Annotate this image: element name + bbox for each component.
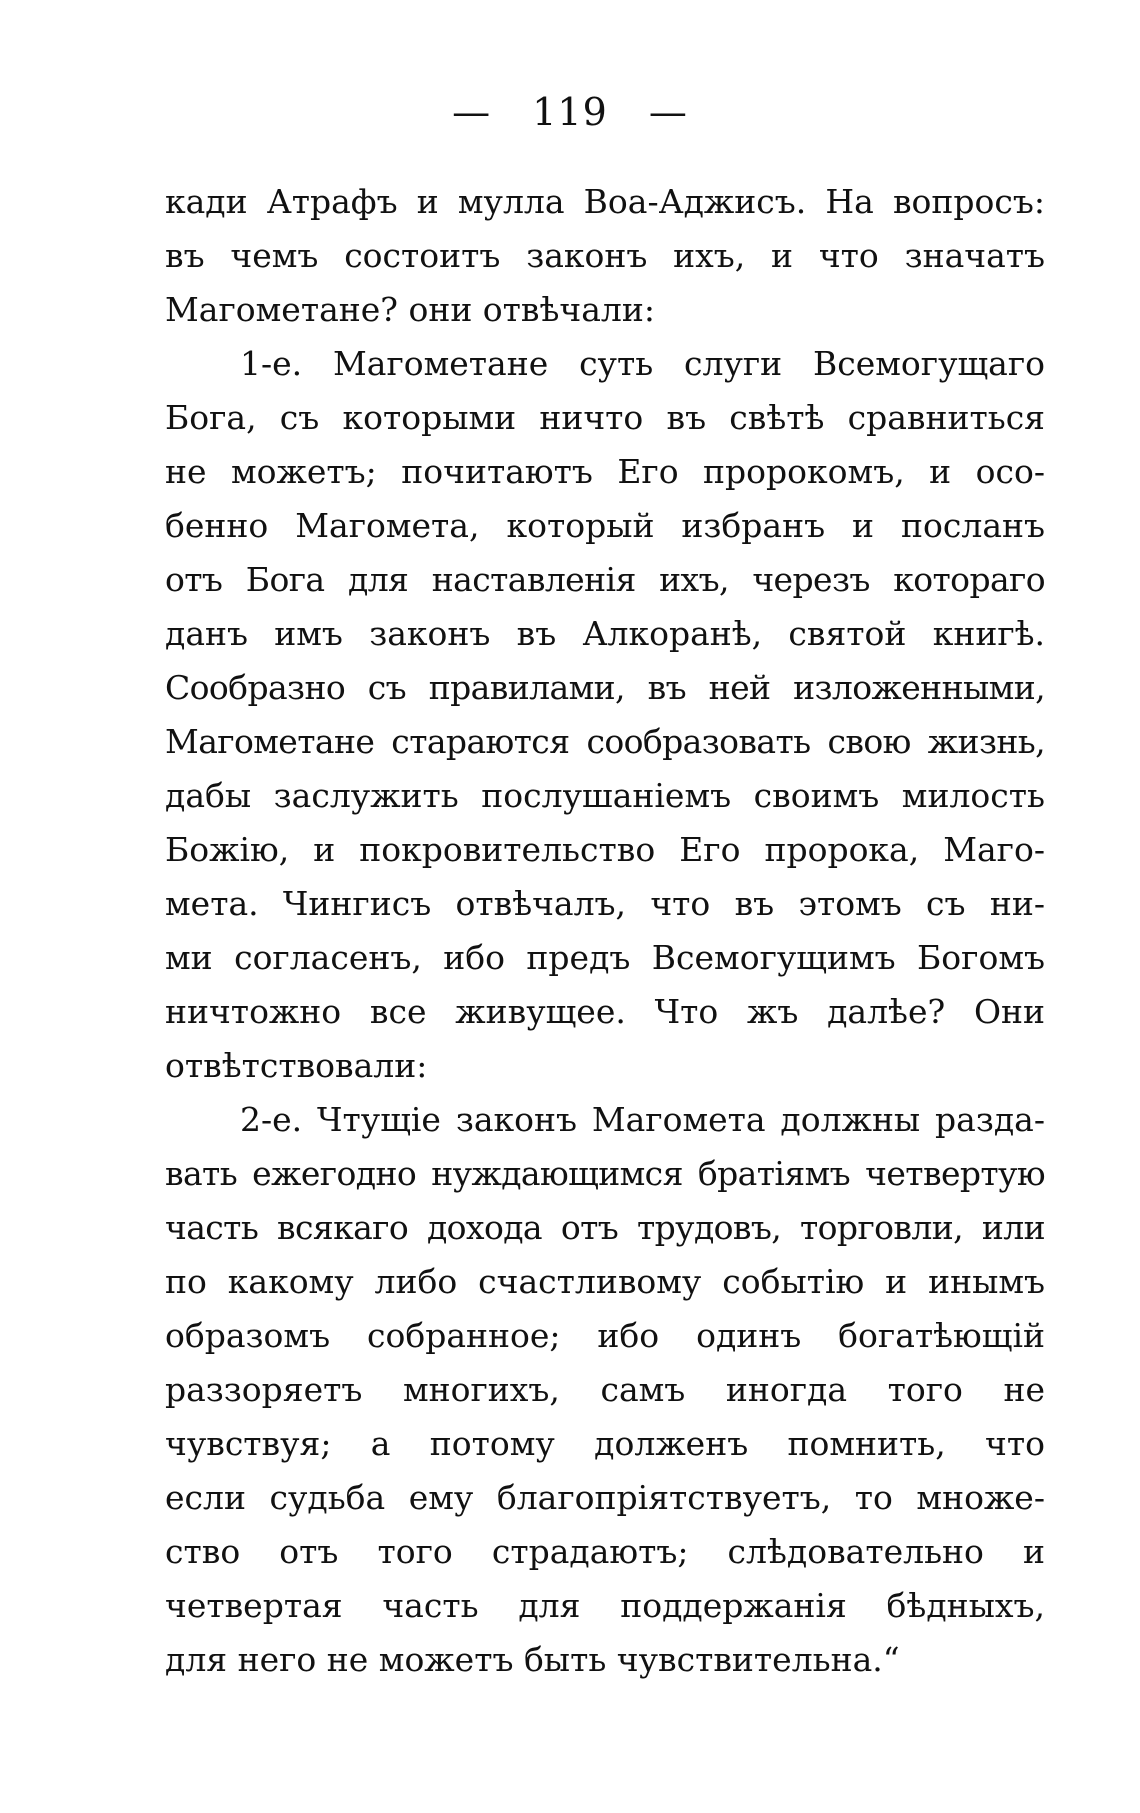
text-line: дабы заслужить послушаніемъ своимъ милость xyxy=(165,776,1045,815)
text-line: отвѣтствовали: xyxy=(165,1046,428,1085)
text-line: мета. Чингисъ отвѣчалъ, что въ этомъ съ ни- xyxy=(165,884,1045,923)
text-line: ничтожно все живущее. Что жъ далѣе? Они xyxy=(165,992,1045,1031)
text-line: образомъ собранное; ибо одинъ богатѣющій xyxy=(165,1316,1045,1355)
text-line: отъ Бога для наставленія ихъ, черезъ котораго xyxy=(165,560,1045,599)
header-dash-left: — xyxy=(452,90,492,134)
text-line: Магометане стараются сообразовать свою жизнь, xyxy=(165,722,1045,761)
text-line: если судьба ему благопріятствуетъ, то множе- xyxy=(165,1478,1045,1517)
body-text xyxy=(165,175,1045,1687)
text-line: Бога, съ которыми ничто въ свѣтѣ сравниться xyxy=(165,398,1045,437)
text-line: чувствуя; а потому долженъ помнить, что xyxy=(165,1424,1045,1463)
page-number: 119 xyxy=(532,90,608,134)
text-line: Божію, и покровительство Его пророка, Маго- xyxy=(165,830,1045,869)
text-line: бенно Магомета, который избранъ и посланъ xyxy=(165,506,1045,545)
text-line: для него не можетъ быть чувствительна.“ xyxy=(165,1640,900,1679)
text-line: 1-е. Магометане суть слуги Всемогущаго xyxy=(240,344,1045,383)
text-line: данъ имъ законъ въ Алкоранѣ, святой книгѣ. xyxy=(165,614,1045,653)
text-line: въ чемъ состоитъ законъ ихъ, и что значатъ xyxy=(165,236,1045,275)
text-line: Сообразно съ правилами, въ ней изложенными, xyxy=(165,668,1045,707)
text-line: вать ежегодно нуждающимся братіямъ четвертую xyxy=(165,1154,1045,1193)
page-header xyxy=(0,92,1140,132)
text-line: Магометане? они отвѣчали: xyxy=(165,290,655,329)
text-line: 2-е. Чтущіе законъ Магомета должны разда- xyxy=(240,1100,1045,1139)
header-dash-right: — xyxy=(648,90,688,134)
text-line: раззоряетъ многихъ, самъ иногда того не xyxy=(165,1370,1045,1409)
text-line: ми согласенъ, ибо предъ Всемогущимъ Богомъ xyxy=(165,938,1045,977)
text-line: четвертая часть для поддержанія бѣдныхъ, xyxy=(165,1586,1045,1625)
text-line: по какому либо счастливому событію и инымъ xyxy=(165,1262,1045,1301)
text-line: часть всякаго дохода отъ трудовъ, торговли, или xyxy=(165,1208,1045,1247)
text-line: кади Атрафъ и мулла Воа-Аджисъ. На вопросъ: xyxy=(165,182,1045,221)
text-line: не можетъ; почитаютъ Его пророкомъ, и осо- xyxy=(165,452,1045,491)
text-line: ство отъ того страдаютъ; слѣдовательно и xyxy=(165,1532,1045,1571)
